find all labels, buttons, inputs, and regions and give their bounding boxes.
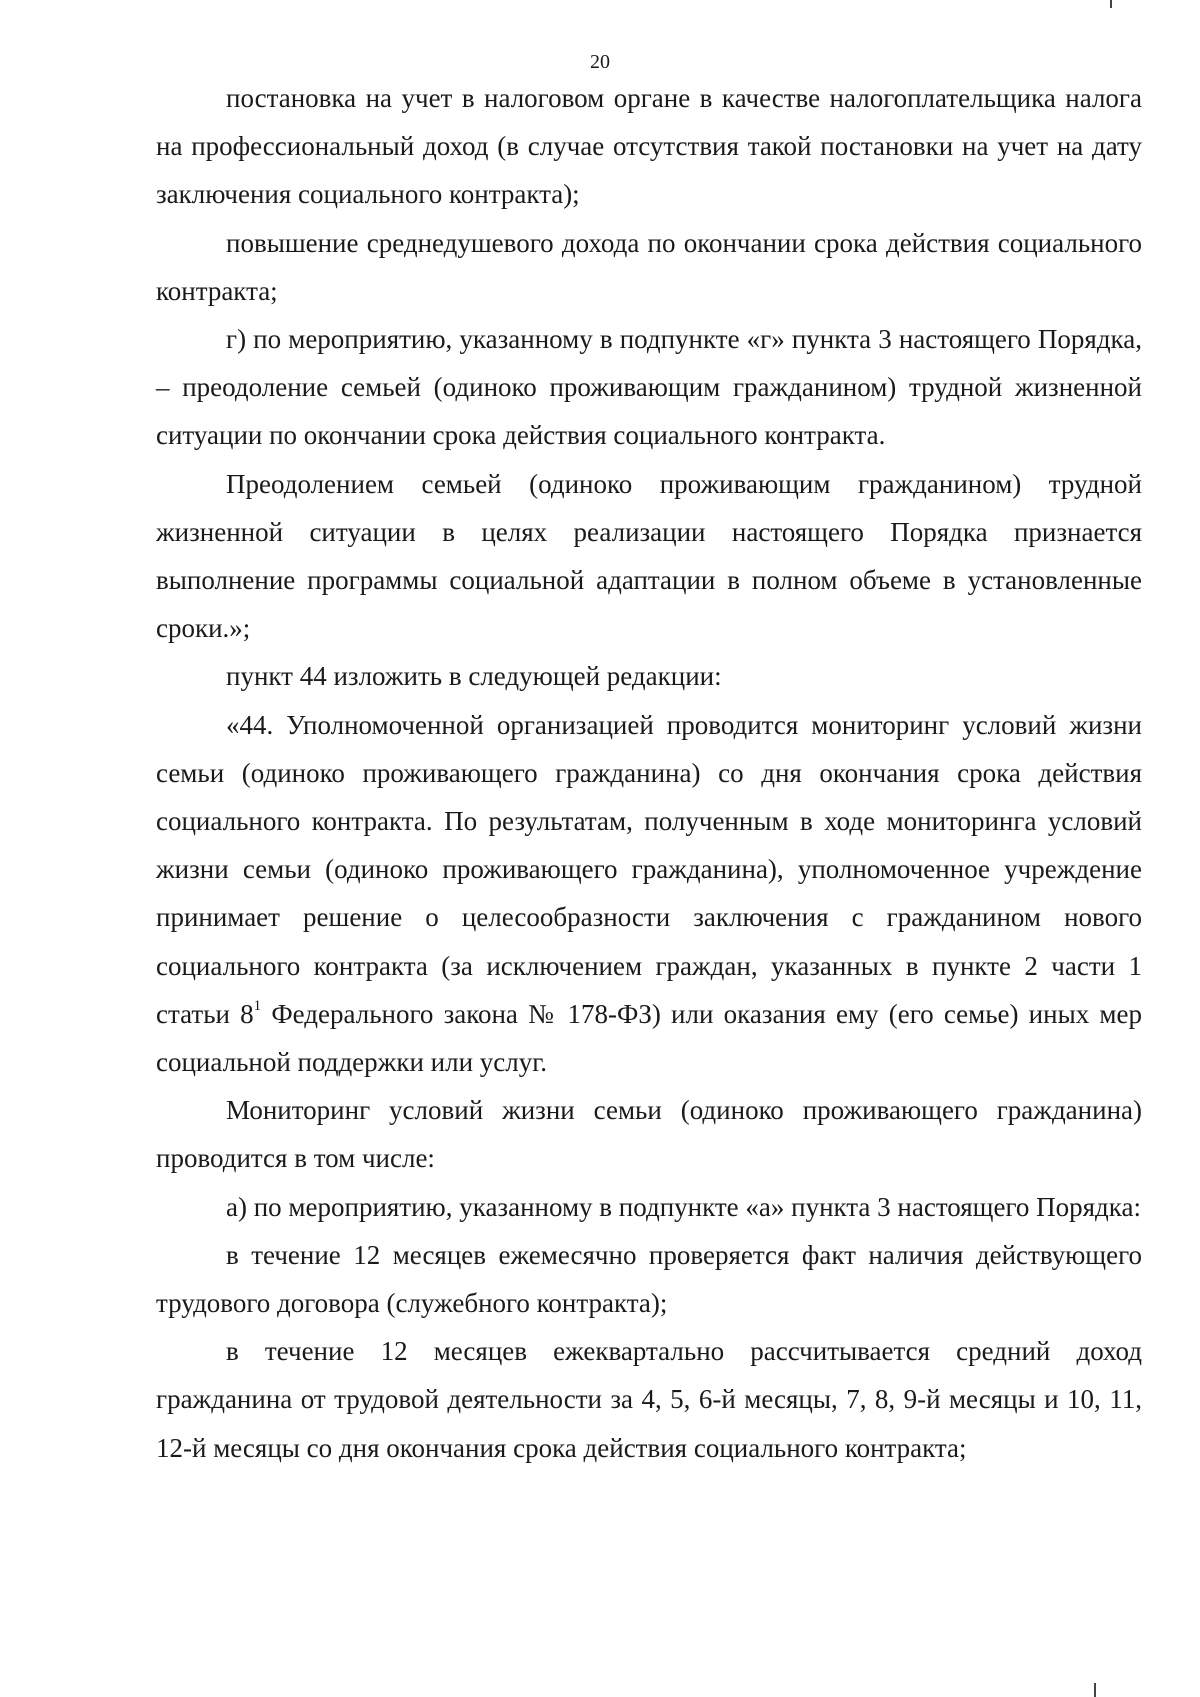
paragraph-monthly-check: в течение 12 месяцев ежемесячно проверяется факт наличия действующего трудового договора (служебного контракта); [156, 1239, 1142, 1319]
document-body [156, 74, 1142, 1472]
scan-edge-mark [1110, 0, 1112, 8]
paragraph-monitoring-scope: Мониторинг условий жизни семьи (одиноко проживающего гражданина) проводится в том числе: [156, 1095, 1142, 1174]
page-number: 20 [590, 51, 610, 73]
paragraph-quarterly-income: в течение 12 месяцев ежеквартально рассчитывается средний доход гражданина от трудовой деятельности за 4, 5, 6-й месяцы, 7, 8, 9-й месяцы и 10, 11, 12-й месяцы со дня окончания срока действия социального контракта; [156, 1336, 1142, 1463]
paragraph-overcoming-definition: Преодолением семьей (одиноко проживающим гражданином) трудной жизненной ситуации в целях реализации настоящего Порядка признается выполнение программы социальной адаптации в полном объеме в установленные сроки.»; [156, 468, 1142, 644]
point-44-text-start: «44. Уполномоченной организацией проводится мониторинг условий жизни семьи (одиноко проживающего гражданина) со дня окончания срока действия социального контракта. По результатам, полученным в ходе мониторинга условий жизни семьи (одиноко проживающего гражданина), уполномоченное учреждение принимает решение о целесообразности заключения с гражданином нового социального контракта (за исключением граждан, указанных в пункте 2 части 1 статьи 8 [156, 709, 1142, 1029]
scan-edge-mark [1094, 1683, 1096, 1697]
paragraph-point-44-intro: пункт 44 изложить в следующей редакции: [226, 661, 722, 692]
paragraph-tax-registration: постановка на учет в налоговом органе в качестве налогоплательщика налога на профессиональный доход (в случае отсутствия такой постановки на учет на дату заключения социального контракта); [156, 83, 1142, 210]
paragraph-item-a: а) по мероприятию, указанному в подпункте «а» пункта 3 настоящего Порядка: [226, 1191, 1141, 1222]
point-44-text-end: Федерального закона № 178-ФЗ) или оказания ему (его семье) иных мер социальной поддержки или услуг. [156, 998, 1142, 1078]
paragraph-income-increase: повышение среднедушевого дохода по окончании срока действия социального контракта; [156, 227, 1142, 306]
paragraph-point-44 [156, 701, 1142, 1087]
article-superscript: 1 [253, 997, 262, 1014]
paragraph-item-g: г) по мероприятию, указанному в подпункте «г» пункта 3 настоящего Порядка, – преодоление семьей (одиноко проживающим гражданином) трудной жизненной ситуации по окончании срока действия социального контракта. [156, 324, 1142, 451]
